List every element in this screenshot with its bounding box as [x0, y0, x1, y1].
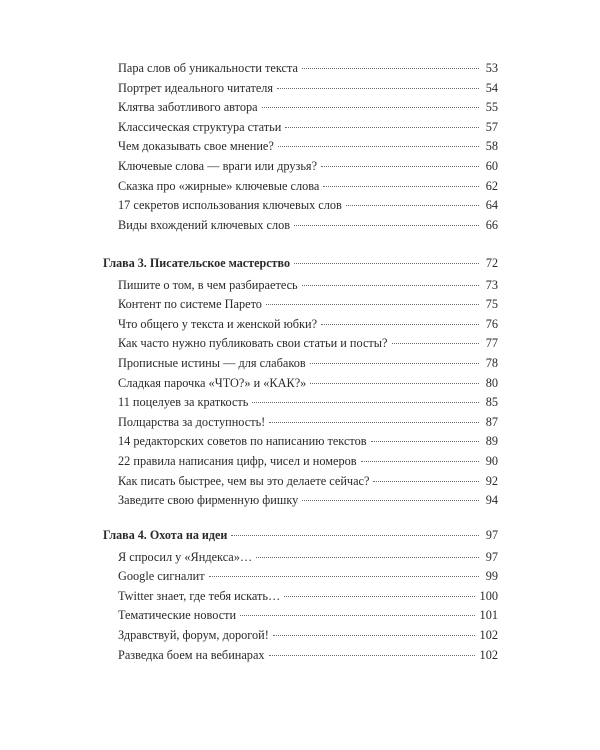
toc-entry-title: Здравствуй, форум, дорогой!	[118, 627, 269, 642]
toc-entry-title: Разведка боем на вебинарах	[118, 647, 265, 662]
toc-entry	[103, 354, 498, 374]
toc-entry	[103, 393, 498, 413]
toc-entry-title: Ключевые слова — враги или друзья?	[118, 158, 318, 173]
dot-leader	[321, 166, 479, 167]
toc-entry	[103, 137, 498, 157]
toc-entry-page: 57	[485, 119, 498, 134]
toc-entry-page: 62	[485, 178, 498, 193]
toc-section-continued	[103, 59, 498, 235]
toc-entry	[103, 626, 498, 646]
dot-leader	[273, 635, 475, 636]
toc-entry-page: 78	[485, 355, 498, 370]
toc-entry-title: Что общего у текста и женской юбки?	[118, 316, 318, 331]
dot-leader	[231, 535, 479, 536]
toc-entry-page: 89	[485, 434, 498, 449]
toc-entry-title: Google сигналит	[118, 569, 205, 584]
toc-entry-title: Как часто нужно публиковать свои статьи и посты?	[118, 336, 388, 351]
toc-entry	[103, 587, 498, 607]
toc-entry-page: 77	[485, 336, 498, 351]
chapter-heading	[103, 526, 498, 546]
toc-entry	[103, 276, 498, 296]
dot-leader	[269, 655, 475, 656]
toc-entry-title: Чем доказывать свое мнение?	[118, 139, 274, 154]
toc-entry	[103, 177, 498, 197]
toc-entry	[103, 567, 498, 587]
toc-entry-title: Тематические новости	[118, 608, 237, 623]
toc-entry-page: 87	[485, 414, 498, 429]
toc-entry-page: 97	[485, 549, 498, 564]
toc-entry-title: Полцарства за доступность!	[118, 414, 266, 429]
toc-entry-title: Виды вхождений ключевых слов	[118, 217, 291, 232]
toc-entry	[103, 606, 498, 626]
toc-entry	[103, 216, 498, 236]
toc-entry-title: 11 поцелуев за краткость	[118, 395, 249, 410]
toc-entry	[103, 315, 498, 335]
dot-leader	[310, 383, 479, 384]
dot-leader	[256, 557, 479, 558]
toc-entry-page: 53	[485, 61, 498, 75]
toc-entry-page: 54	[485, 80, 498, 95]
toc-entry-title: 22 правила написания цифр, чисел и номеров	[118, 453, 357, 468]
toc-entry-title: Сказка про «жирные» ключевые слова	[118, 178, 320, 193]
toc-entry	[103, 452, 498, 472]
toc-entry	[103, 432, 498, 452]
toc-entry-page: 92	[485, 473, 498, 488]
toc-entry-title: Портрет идеального читателя	[118, 80, 274, 95]
toc-entry-page: 66	[485, 217, 498, 232]
toc-entry	[103, 59, 498, 79]
toc-entry-title: 17 секретов использования ключевых слов	[118, 198, 342, 213]
toc-entry-page: 64	[485, 198, 498, 213]
toc-entry-page: 90	[485, 453, 498, 468]
toc-entry-title: Контент по системе Парето	[118, 297, 262, 312]
toc-entry-title: Сладкая парочка «ЧТО?» и «КАК?»	[118, 375, 307, 390]
dot-leader	[269, 422, 479, 423]
dot-leader	[294, 225, 479, 226]
chapter-title: Глава 3. Писательское мастерство	[103, 256, 290, 270]
toc-entry-page: 76	[485, 316, 498, 331]
toc-entry	[103, 413, 498, 433]
chapter-title: Глава 4. Охота на идеи	[103, 528, 228, 542]
toc-entry-title: Twitter знает, где тебя искать…	[118, 588, 281, 603]
chapter-page: 72	[485, 256, 498, 270]
dot-leader	[371, 441, 479, 442]
toc-entry	[103, 472, 498, 492]
toc-entry	[103, 196, 498, 216]
dot-leader	[240, 615, 474, 616]
toc-entry-title: Клятва заботливого автора	[118, 100, 258, 115]
toc-entry	[103, 548, 498, 568]
toc-entry-page: 99	[485, 569, 498, 584]
dot-leader	[266, 304, 479, 305]
dot-leader	[278, 146, 479, 147]
dot-leader	[209, 576, 479, 577]
toc-entry-page: 75	[485, 297, 498, 312]
toc-entry	[103, 374, 498, 394]
dot-leader	[294, 263, 479, 264]
toc-entry-title: Я спросил у «Яндекса»…	[118, 549, 253, 564]
dot-leader	[321, 324, 479, 325]
toc-entry-page: 100	[479, 588, 498, 603]
dot-leader	[361, 461, 479, 462]
toc-entry-title: Пишите о том, в чем разбираетесь	[118, 277, 298, 292]
toc-entry	[103, 295, 498, 315]
toc-entry-title: Пара слов об уникальности текста	[118, 61, 298, 75]
toc-chapter-3	[103, 254, 498, 511]
toc-entry-title: 14 редакторских советов по написанию текстов	[118, 434, 367, 449]
toc-chapter-4	[103, 526, 498, 665]
dot-leader	[323, 186, 479, 187]
toc-entry-page: 85	[485, 395, 498, 410]
dot-leader	[302, 500, 479, 501]
toc-entry-page: 102	[479, 627, 498, 642]
toc-entry	[103, 491, 498, 511]
chapter-page: 97	[485, 528, 498, 542]
toc-entry-title: Заведите свою фирменную фишку	[118, 493, 299, 508]
toc-entry-page: 101	[479, 608, 498, 623]
toc-entry-title: Прописные истины — для слабаков	[118, 355, 306, 370]
dot-leader	[373, 481, 479, 482]
chapter-heading	[103, 254, 498, 274]
dot-leader	[252, 402, 479, 403]
toc-entry	[103, 334, 498, 354]
toc-entry-title: Как писать быстрее, чем вы это делаете сейчас?	[118, 473, 370, 488]
toc-entry-page: 58	[485, 139, 498, 154]
dot-leader	[392, 343, 479, 344]
toc-entry	[103, 98, 498, 118]
dot-leader	[346, 205, 479, 206]
dot-leader	[277, 88, 479, 89]
toc-entry-title: Классическая структура статьи	[118, 119, 282, 134]
toc-entry	[103, 157, 498, 177]
toc-entry	[103, 79, 498, 99]
dot-leader	[285, 127, 479, 128]
toc-entry-page: 55	[485, 100, 498, 115]
toc-entry-page: 73	[485, 277, 498, 292]
dot-leader	[262, 107, 479, 108]
toc-entry-page: 80	[485, 375, 498, 390]
toc-entry-page: 102	[479, 647, 498, 662]
dot-leader	[310, 363, 479, 364]
toc-entry-page: 94	[485, 493, 498, 508]
toc-entry	[103, 646, 498, 666]
dot-leader	[302, 285, 479, 286]
toc-entry-page: 60	[485, 158, 498, 173]
dot-leader	[302, 68, 479, 69]
toc-entry	[103, 118, 498, 138]
dot-leader	[284, 596, 474, 597]
